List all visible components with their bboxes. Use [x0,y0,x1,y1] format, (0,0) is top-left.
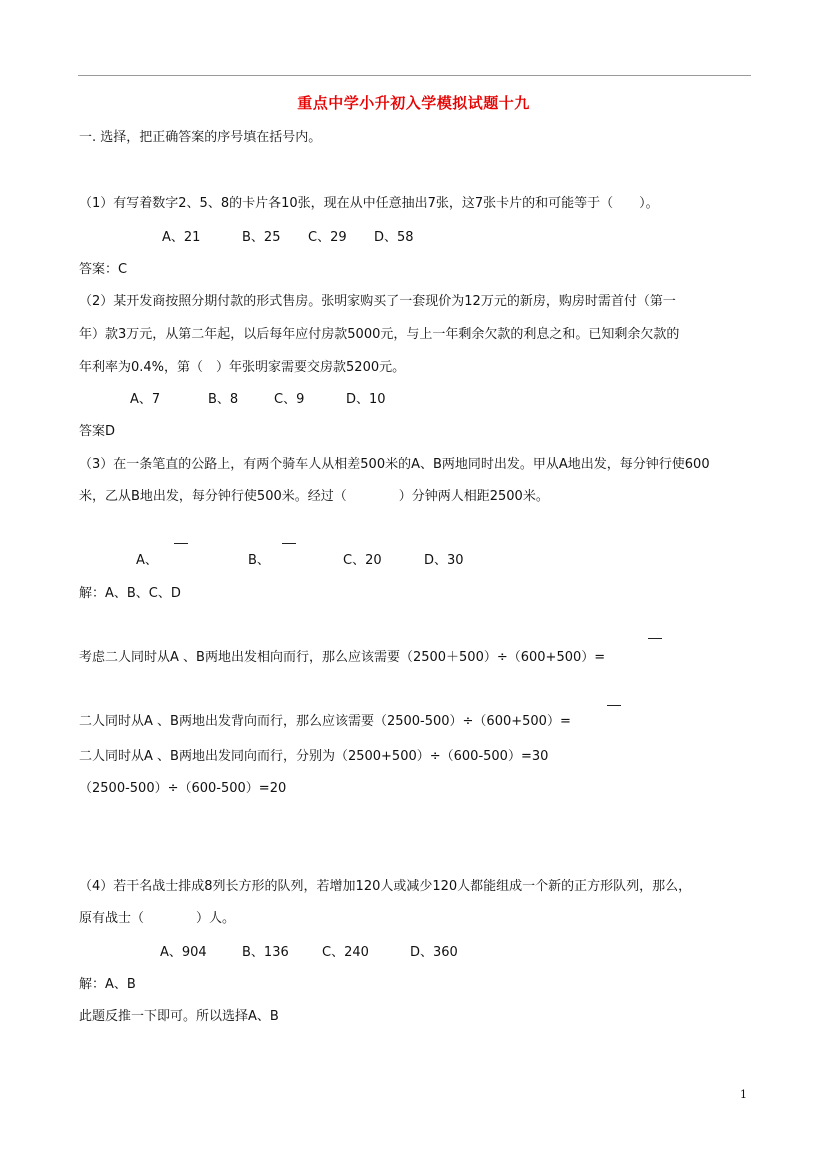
question-4-line-2: 原有战士（ ）人。 [79,911,236,926]
fraction-bar [174,543,188,544]
q4-answer: 解：A、B [79,977,136,992]
q2-option-b: B、8 [208,392,239,407]
page-number: 1 [740,1088,747,1101]
q3-solution-4: （2500-500）÷（600-500）=20 [79,781,287,796]
q3-option-b: B、 [248,553,270,568]
q1-option-b: B、25 [242,230,281,245]
q4-explanation: 此题反推一下即可。所以选择A、B [79,1009,279,1024]
q3-solution-2: 二人同时从A 、B两地出发背向而行，那么应该需要（2500-500）÷（600+500）= [79,714,571,729]
q4-option-b: B、136 [242,945,289,960]
q1-option-d: D、58 [374,230,414,245]
question-1-text: （1）有写着数字2、5、8的卡片各10张，现在从中任意抽出7张，这7张卡片的和可能等于（ ）。 [79,196,659,211]
q2-answer: 答案D [79,424,116,439]
page-title: 重点中学小升初入学模拟试题十九 [297,94,530,112]
q3-solution-3: 二人同时从A 、B两地出发同向而行，分别为（2500+500）÷（600-500）=30 [79,749,549,764]
q3-option-d: D、30 [424,553,464,568]
fraction-bar [607,705,621,706]
q4-option-c: C、240 [322,945,369,960]
fraction-bar [648,638,662,639]
q2-option-a: A、7 [130,392,161,407]
header-rule [78,75,751,76]
question-2-line-1: （2）某开发商按照分期付款的形式售房。张明家购买了一套现价为12万元的新房，购房时需首付（第一 [79,294,676,309]
q1-option-a: A、21 [162,230,201,245]
q3-option-c: C、20 [343,553,382,568]
q3-solution-1: 考虑二人同时从A 、B两地出发相向而行，那么应该需要（2500＋500）÷（600+500）= [79,650,606,665]
q2-option-d: D、10 [346,392,386,407]
question-3-line-2: 米，乙从B地出发，每分钟行使500米。经过（ ）分钟两人相距2500米。 [79,489,549,504]
question-2-line-3: 年利率为0.4%，第（ ）年张明家需要交房款5200元。 [79,360,406,375]
q2-option-c: C、9 [274,392,305,407]
q4-option-a: A、904 [160,945,207,960]
q4-option-d: D、360 [410,945,458,960]
question-2-line-2: 年）款3万元，从第二年起，以后每年应付房款5000元，与上一年剩余欠款的利息之和。已知剩余欠款的 [79,327,680,342]
section-heading: 一. 选择，把正确答案的序号填在括号内。 [79,130,322,145]
q1-answer: 答案：C [79,262,128,277]
question-3-line-1: （3）在一条笔直的公路上，有两个骑车人从相差500米的A、B两地同时出发。甲从A地出发，每分钟行使600 [79,457,710,472]
q3-answer: 解：A、B、C、D [79,586,181,601]
q1-option-c: C、29 [308,230,347,245]
q3-option-a: A、 [136,553,158,568]
question-4-line-1: （4）若干名战士排成8列长方形的队列，若增加120人或减少120人都能组成一个新的正方形队列，那么， [79,879,692,894]
fraction-bar [282,543,296,544]
